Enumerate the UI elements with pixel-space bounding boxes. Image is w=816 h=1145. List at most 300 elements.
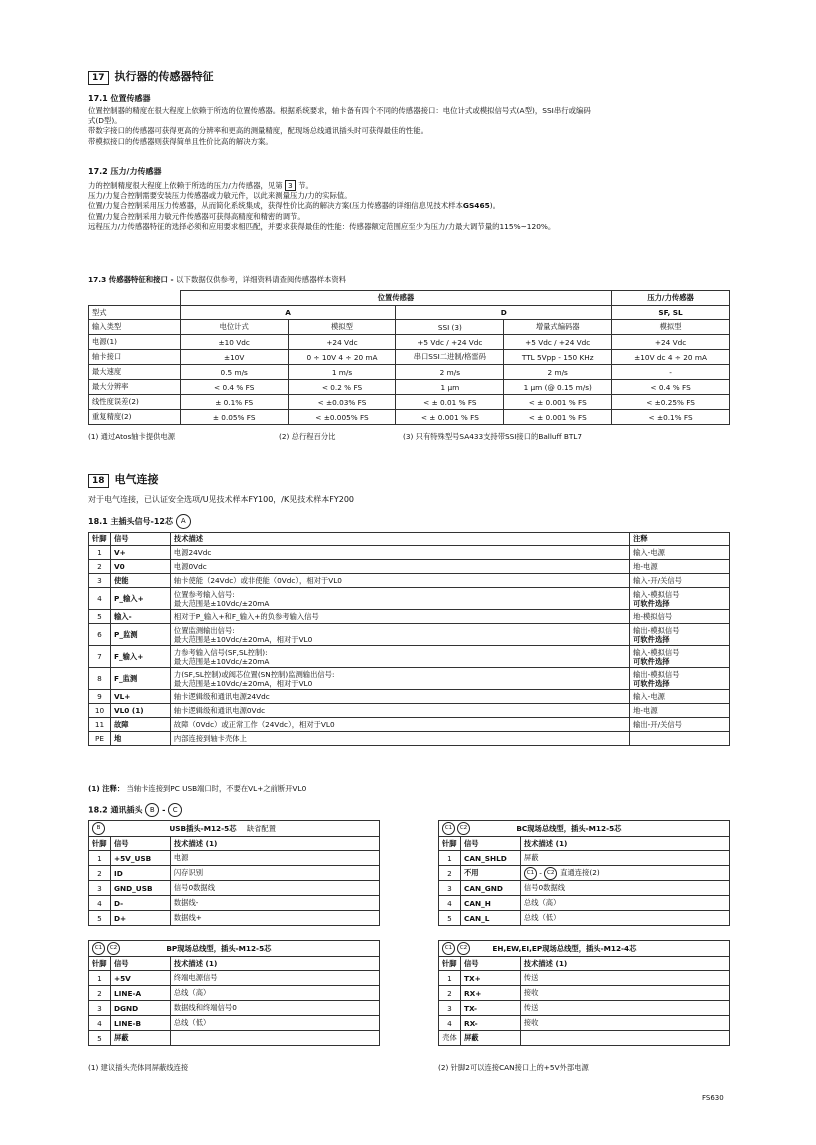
cell: 串口SSI二进制/格雷码 — [396, 350, 504, 365]
usb-connector-table — [88, 820, 380, 926]
pin-cell: PE — [89, 732, 111, 746]
cell: SSI (3) — [396, 320, 504, 335]
cell-line: 输出-模拟信号 — [633, 625, 680, 635]
pin-cell: 4 — [89, 588, 111, 610]
connector-c1-icon: C1 — [524, 867, 537, 880]
page-code: FS630 — [702, 1094, 724, 1102]
row-label: 电源(1) — [89, 335, 181, 350]
pin-cell: 4 — [89, 1016, 111, 1031]
table-footnote-2: (2) 总行程百分比 — [279, 432, 336, 441]
text: 以下数据仅供参考，详细资料请查阅传感器样本资料 — [176, 275, 347, 284]
description-cell: 电源 — [170, 851, 379, 866]
cell-line: 力(SF,SL控制)或阀芯位置(SN控制)监测输出信号: — [173, 669, 335, 679]
cell-line: 电源24Vdc — [173, 548, 212, 557]
usb-title: USB插头-M12-5芯 — [169, 823, 237, 833]
row-label: 最大分辨率 — [89, 380, 181, 395]
bp-title: BP现场总线型，插头-M12-5芯 — [166, 943, 272, 953]
cell-line: 输入-开/关信号 — [633, 576, 682, 585]
header-position-sensor: 位置传感器 — [180, 291, 611, 306]
pin-cell: 3 — [89, 881, 111, 896]
cell: +5 Vdc / +24 Vdc — [396, 335, 504, 350]
section-18-intro: 对于电气连接，已认证安全选项/U见技术样本FY100，/K见技术样本FY200 — [88, 495, 355, 504]
description-cell: 接收 — [520, 986, 729, 1001]
table-row — [89, 350, 730, 365]
cell-line: 输入-电源 — [633, 548, 665, 557]
subsection-18-2-title — [88, 803, 182, 817]
row-label: 输入类型 — [89, 320, 181, 335]
signal-cell: CAN_GND — [460, 881, 520, 896]
pin-cell: 9 — [89, 690, 111, 704]
cell-line: 内部连接到轴卡壳体上 — [173, 734, 247, 743]
subsection-18-1-title — [88, 514, 191, 529]
connector-a-icon: A — [176, 514, 191, 529]
cell: < ±0.03% FS — [288, 395, 396, 410]
cell-line: 可软件选择 — [633, 678, 670, 688]
bc-title: BC现场总线型，插头-M12-5芯 — [516, 823, 622, 833]
connector-c2-icon: C2 — [457, 822, 470, 835]
cell: 1 m/s — [288, 365, 396, 380]
column-header: 信号 — [460, 837, 520, 851]
bp-rows — [89, 971, 380, 1046]
usb-default-config: 缺省配置 — [246, 823, 277, 833]
pin-cell: 4 — [439, 896, 461, 911]
text-bold: 17.3 传感器特征和接口 - — [88, 275, 177, 284]
cell: < ±0.005% FS — [288, 410, 396, 425]
cell-line: 轴卡逻辑级和通讯电源0Vdc — [173, 706, 266, 715]
pin-cell: 5 — [89, 1031, 111, 1046]
note-cell — [630, 546, 730, 560]
cell-line: 输出-开/关信号 — [633, 720, 682, 729]
signal-cell: 屏蔽 — [460, 1031, 520, 1046]
column-header: 技术描述 (1) — [170, 837, 379, 851]
description-cell — [170, 610, 629, 624]
text-line: 压力/力复合控制需要安装压力传感器或力敏元件，以此来测量压力/力的实际值。 — [88, 191, 352, 201]
signal-cell: LINE-B — [110, 1016, 170, 1031]
table-footnote-1: (1) 通过Atos轴卡提供电源 — [88, 432, 176, 441]
column-header: 针脚 — [439, 837, 461, 851]
description-cell: 终端电源信号 — [170, 971, 379, 986]
row-label: 最大速度 — [89, 365, 181, 380]
text: 力的控制精度很大程度上依赖于所选的压力/力传感器，见第 — [88, 181, 283, 190]
pin-cell: 2 — [89, 866, 111, 881]
table-row — [439, 851, 730, 866]
table-row — [89, 610, 730, 624]
cell: < ± 0.001 % FS — [504, 410, 612, 425]
cell: 0 ÷ 10V 4 ÷ 20 mA — [288, 350, 396, 365]
column-header: 技术描述 (1) — [170, 957, 379, 971]
bc-title-row — [439, 821, 730, 837]
cell-line: 可软件选择 — [633, 634, 670, 644]
text: 当轴卡连接到PC USB端口时，不要在VL+之前断开VL0 — [126, 784, 307, 793]
signal-cell: CAN_L — [460, 911, 520, 926]
cell: < ±0.25% FS — [612, 395, 730, 410]
pin-cell: 1 — [439, 971, 461, 986]
signal-cell: D+ — [110, 911, 170, 926]
table-row — [439, 896, 730, 911]
description-cell: 总线（低） — [170, 1016, 379, 1031]
description-cell — [170, 690, 629, 704]
column-header: 针脚 — [89, 533, 111, 546]
table-row — [89, 320, 730, 335]
pin-cell: 4 — [89, 896, 111, 911]
description-cell: 传送 — [520, 1001, 729, 1016]
section-number: 17 — [88, 71, 109, 85]
description-cell — [170, 588, 629, 610]
text: - — [536, 868, 545, 877]
cell-line: 电源0Vdc — [173, 562, 207, 571]
cell: 1 μm — [396, 380, 504, 395]
header-pressure-sensor: 压力/力传感器 — [612, 291, 730, 306]
cell: < 0.4 % FS — [180, 380, 288, 395]
table-row — [89, 668, 730, 690]
pin-cell: 3 — [439, 881, 461, 896]
signal-cell: DGND — [110, 1001, 170, 1016]
table-row — [89, 574, 730, 588]
note-cell — [630, 588, 730, 610]
table-row — [89, 718, 730, 732]
cell-line: 最大范围是±10Vdc/±20mA，相对于VL0 — [173, 634, 313, 644]
row-label: 轴卡接口 — [89, 350, 181, 365]
pin-cell: 3 — [89, 574, 111, 588]
signal-cell: P_输入+ — [110, 588, 170, 610]
signal-cell: V0 — [110, 560, 170, 574]
pin-cell: 2 — [89, 986, 111, 1001]
note-cell — [630, 574, 730, 588]
table-row — [439, 1001, 730, 1016]
cell: ± 0.1% FS — [180, 395, 288, 410]
table-row — [89, 588, 730, 610]
text-bold: (1) 注释： — [88, 784, 125, 793]
pin-cell: 1 — [89, 851, 111, 866]
section-ref-box: 3 — [285, 180, 296, 191]
signal-cell: 不用 — [460, 866, 520, 881]
description-cell — [170, 646, 629, 668]
comm-footnote-1: (1) 建议插头壳体同屏蔽线连接 — [88, 1063, 189, 1072]
pin-cell: 5 — [439, 911, 461, 926]
column-header: 信号 — [110, 957, 170, 971]
signal-cell: F_监测 — [110, 668, 170, 690]
column-header: 针脚 — [439, 957, 461, 971]
text-line: 带数字接口的传感器可获得更高的分辨率和更高的测量精度，配现场总线通讯插头时可获得最佳的性能。 — [88, 126, 428, 136]
table-row — [89, 1031, 380, 1046]
cell: ±10V — [180, 350, 288, 365]
pin-cell: 1 — [89, 971, 111, 986]
text: - — [162, 805, 166, 815]
cell-line: 故障（0Vdc）或正常工作（24Vdc），相对于VL0 — [173, 720, 335, 729]
description-cell: 数据线和终端信号0 — [170, 1001, 379, 1016]
pin-cell: 8 — [89, 668, 111, 690]
usb-title-row — [89, 821, 380, 837]
column-header: 针脚 — [89, 837, 111, 851]
connector-c2-icon: C2 — [544, 867, 557, 880]
text-line: 带模拟接口的传感器则获得简单且性价比高的解决方案。 — [88, 136, 273, 146]
signal-cell: LINE-A — [110, 986, 170, 1001]
section-title: 电气连接 — [114, 473, 159, 486]
paragraph-17-1 — [88, 106, 591, 147]
signal-cell: +5V_USB — [110, 851, 170, 866]
description-cell — [170, 732, 629, 746]
section-number: 18 — [88, 474, 109, 488]
table-row — [89, 881, 380, 896]
table-row — [89, 546, 730, 560]
table-row — [439, 1016, 730, 1031]
cell-line: 可软件选择 — [633, 598, 670, 608]
cell: ±10V dc 4 ÷ 20 mA — [612, 350, 730, 365]
text-line: 位置/力复合控制采用力敏元件传感器可获得高精度和精密的调节。 — [88, 211, 305, 221]
main-connector-rows — [89, 546, 730, 746]
table-row — [89, 704, 730, 718]
connector-c1-icon: C1 — [442, 942, 455, 955]
section-17-heading — [88, 68, 214, 85]
cell-line: 输入-电源 — [633, 692, 665, 701]
signal-cell: 屏蔽 — [110, 1031, 170, 1046]
eh-title: EH,EW,EI,EP现场总线型，插头-M12-4芯 — [492, 943, 637, 953]
cell: ± 0.05% FS — [180, 410, 288, 425]
sensor-table — [88, 290, 730, 425]
note-cell — [630, 560, 730, 574]
cell: < ± 0.001 % FS — [396, 410, 504, 425]
cell: 1 μm (@ 0.15 m/s) — [504, 380, 612, 395]
table-row — [89, 690, 730, 704]
comm-footnote-2: (2) 针脚2可以连接CAN接口上的+5V外部电源 — [438, 1063, 589, 1072]
description-cell: 数据线- — [170, 896, 379, 911]
pin-cell: 2 — [89, 560, 111, 574]
main-table-note — [88, 784, 306, 794]
text-line: 式(D型)。 — [88, 116, 122, 126]
signal-cell: TX- — [460, 1001, 520, 1016]
table-row — [89, 646, 730, 668]
note-cell — [630, 732, 730, 746]
cell: < ± 0.01 % FS — [396, 395, 504, 410]
row-label: 型式 — [89, 306, 181, 320]
subsection-17-2-title: 17.2 压力/力传感器 — [88, 167, 162, 176]
cell-line: 最大范围是±10Vdc/±20mA，相对于VL0 — [173, 678, 313, 688]
description-cell — [170, 704, 629, 718]
connector-c-icon: C — [168, 803, 182, 817]
signal-cell: VL+ — [110, 690, 170, 704]
signal-cell: 输入- — [110, 610, 170, 624]
text-line: 远程压力/力传感器特征的选择必须和应用要求相匹配，并要求获得最佳的性能：传感器额定范围应至少为压力/力最大调节量的115%~120%。 — [88, 221, 556, 231]
signal-cell: F_输入+ — [110, 646, 170, 668]
signal-cell: RX+ — [460, 986, 520, 1001]
main-connector-table — [88, 532, 730, 746]
signal-cell: P_监测 — [110, 624, 170, 646]
cell-line: 最大范围是±10Vdc/±20mA — [173, 598, 270, 608]
description-cell: 数据线+ — [170, 911, 379, 926]
signal-cell: V+ — [110, 546, 170, 560]
column-header: 技术描述 (1) — [520, 957, 729, 971]
signal-cell: ID — [110, 866, 170, 881]
description-cell — [170, 560, 629, 574]
description-cell: 屏蔽 — [520, 851, 729, 866]
cell-line: 轴卡使能（24Vdc）或非使能（0Vdc），相对于VL0 — [173, 576, 342, 585]
cell: 电位计式 — [180, 320, 288, 335]
column-header: 信号 — [110, 837, 170, 851]
eh-connector-table — [438, 940, 730, 1046]
note-cell — [630, 624, 730, 646]
cell: < ± 0.001 % FS — [504, 395, 612, 410]
connector-c2-icon: C2 — [457, 942, 470, 955]
table-row — [89, 380, 730, 395]
signal-cell: D- — [110, 896, 170, 911]
signal-cell: 故障 — [110, 718, 170, 732]
signal-cell: TX+ — [460, 971, 520, 986]
usb-rows — [89, 851, 380, 926]
description-cell: 总线（高） — [170, 986, 379, 1001]
connector-c2-icon: C2 — [107, 942, 120, 955]
pin-cell: 10 — [89, 704, 111, 718]
table-footnote-3: (3) 只有特殊型号SA433支持带SSI接口的Balluff BTL7 — [403, 432, 582, 441]
cell: ±10 Vdc — [180, 335, 288, 350]
table-row — [89, 851, 380, 866]
cell: +24 Vdc — [288, 335, 396, 350]
bp-connector-table — [88, 940, 380, 1046]
note-cell — [630, 704, 730, 718]
signal-cell: CAN_H — [460, 896, 520, 911]
cell: < ±0.1% FS — [612, 410, 730, 425]
cell-line: 输出-模拟信号 — [633, 669, 680, 679]
cell-line: 位置参考输入信号: — [173, 589, 235, 599]
subsection-17-3-title — [88, 275, 346, 285]
table-row — [89, 971, 380, 986]
row-label: 重复精度(2) — [89, 410, 181, 425]
description-cell — [170, 574, 629, 588]
text: 节。 — [298, 181, 313, 190]
bc-connector-table — [438, 820, 730, 926]
text-bold: GS465 — [462, 201, 490, 211]
cell-line: 可软件选择 — [633, 656, 670, 666]
description-cell — [170, 624, 629, 646]
type-a: A — [180, 306, 396, 320]
signal-cell: VL0 (1) — [110, 704, 170, 718]
cell-line: 位置监测输出信号: — [173, 625, 235, 635]
table-row — [439, 1031, 730, 1046]
table-row — [89, 1001, 380, 1016]
cell-line: 输入-模拟信号 — [633, 647, 680, 657]
description-cell: 信号0数据线 — [520, 881, 729, 896]
signal-cell: 地 — [110, 732, 170, 746]
table-row — [439, 881, 730, 896]
cell-line: 最大范围是±10Vdc/±20mA — [173, 656, 270, 666]
cell: +24 Vdc — [612, 335, 730, 350]
signal-cell: GND_USB — [110, 881, 170, 896]
cell-line: 地-电源 — [633, 562, 658, 571]
pin-cell: 5 — [89, 911, 111, 926]
table-row — [89, 986, 380, 1001]
column-header: 信号 — [460, 957, 520, 971]
paragraph-17-2 — [88, 180, 555, 232]
cell-line: 相对于P_输入+和F_输入+的负参考输入信号 — [173, 612, 319, 621]
pin-cell: 1 — [439, 851, 461, 866]
note-cell — [630, 718, 730, 732]
cell: +5 Vdc / +24 Vdc — [504, 335, 612, 350]
pin-cell: 2 — [439, 986, 461, 1001]
text-line — [88, 201, 555, 211]
cell: 2 m/s — [396, 365, 504, 380]
signal-cell: 使能 — [110, 574, 170, 588]
description-cell: 总线（高） — [520, 896, 729, 911]
note-cell — [630, 668, 730, 690]
cell: - — [612, 365, 730, 380]
column-header: 注释 — [630, 533, 730, 546]
row-label: 线性度误差(2) — [89, 395, 181, 410]
text: 18.2 通讯插头 — [88, 805, 143, 815]
table-row — [89, 395, 730, 410]
pin-cell: 3 — [439, 1001, 461, 1016]
description-cell — [520, 1031, 729, 1046]
text-line: 位置控制器的精度在很大程度上依赖于所选的位置传感器。根据系统要求，轴卡备有四个不同的传感器接口：电位计式或模拟信号式(A型)，SSI串行或编码 — [88, 106, 591, 115]
cell-line: 地-模拟信号 — [633, 612, 673, 621]
signal-cell: CAN_SHLD — [460, 851, 520, 866]
type-sf-sl: SF, SL — [612, 306, 730, 320]
cell: TTL 5Vpp - 150 KHz — [504, 350, 612, 365]
subsection-17-1-title: 17.1 位置传感器 — [88, 94, 151, 103]
table-row — [89, 896, 380, 911]
cell: < 0.4 % FS — [612, 380, 730, 395]
pin-cell: 5 — [89, 610, 111, 624]
text: )。 — [489, 201, 501, 211]
text: 18.1 主插头信号-12芯 — [88, 517, 173, 526]
note-cell — [630, 690, 730, 704]
table-row — [439, 866, 730, 881]
cell-line: 力参考输入信号(SF,SL控制): — [173, 647, 268, 657]
connector-b-icon: B — [145, 803, 159, 817]
description-cell — [170, 668, 629, 690]
pin-cell: 7 — [89, 646, 111, 668]
section-18-heading — [88, 471, 159, 488]
description-cell — [170, 546, 629, 560]
pin-cell: 壳体 — [439, 1031, 461, 1046]
description-cell — [520, 866, 729, 881]
description-cell: 总线（低） — [520, 911, 729, 926]
bp-title-row — [89, 941, 380, 957]
text-line — [88, 180, 555, 191]
connector-c1-icon: C1 — [92, 942, 105, 955]
cell-line: 地-电源 — [633, 706, 658, 715]
text: 直通连接(2) — [560, 868, 600, 877]
description-cell: 闪存识别 — [170, 866, 379, 881]
description-cell: 传送 — [520, 971, 729, 986]
table-row — [89, 335, 730, 350]
note-cell — [630, 610, 730, 624]
description-cell — [170, 1031, 379, 1046]
cell: 模拟型 — [612, 320, 730, 335]
signal-cell: RX- — [460, 1016, 520, 1031]
cell-line: 输入-模拟信号 — [633, 589, 680, 599]
cell: 增量式编码器 — [504, 320, 612, 335]
cell: 模拟型 — [288, 320, 396, 335]
description-cell — [170, 718, 629, 732]
pin-cell: 3 — [89, 1001, 111, 1016]
pin-cell: 11 — [89, 718, 111, 732]
table-row — [89, 365, 730, 380]
connector-b-icon: B — [92, 822, 105, 835]
pin-cell: 6 — [89, 624, 111, 646]
text: 位置/力复合控制采用压力传感器，从而简化系统集成，获得性价比高的解决方案(压力传感器的详细信息见技术样本 — [88, 201, 463, 211]
table-row — [439, 971, 730, 986]
table-row — [89, 410, 730, 425]
cell: 2 m/s — [504, 365, 612, 380]
pin-cell: 4 — [439, 1016, 461, 1031]
table-row — [439, 911, 730, 926]
description-cell: 接收 — [520, 1016, 729, 1031]
table-row — [89, 911, 380, 926]
cell-line: 轴卡逻辑级和通讯电源24Vdc — [173, 692, 270, 701]
eh-rows — [439, 971, 730, 1046]
pin-cell: 2 — [439, 866, 461, 881]
column-header: 技术描述 — [170, 533, 629, 546]
table-row — [439, 986, 730, 1001]
